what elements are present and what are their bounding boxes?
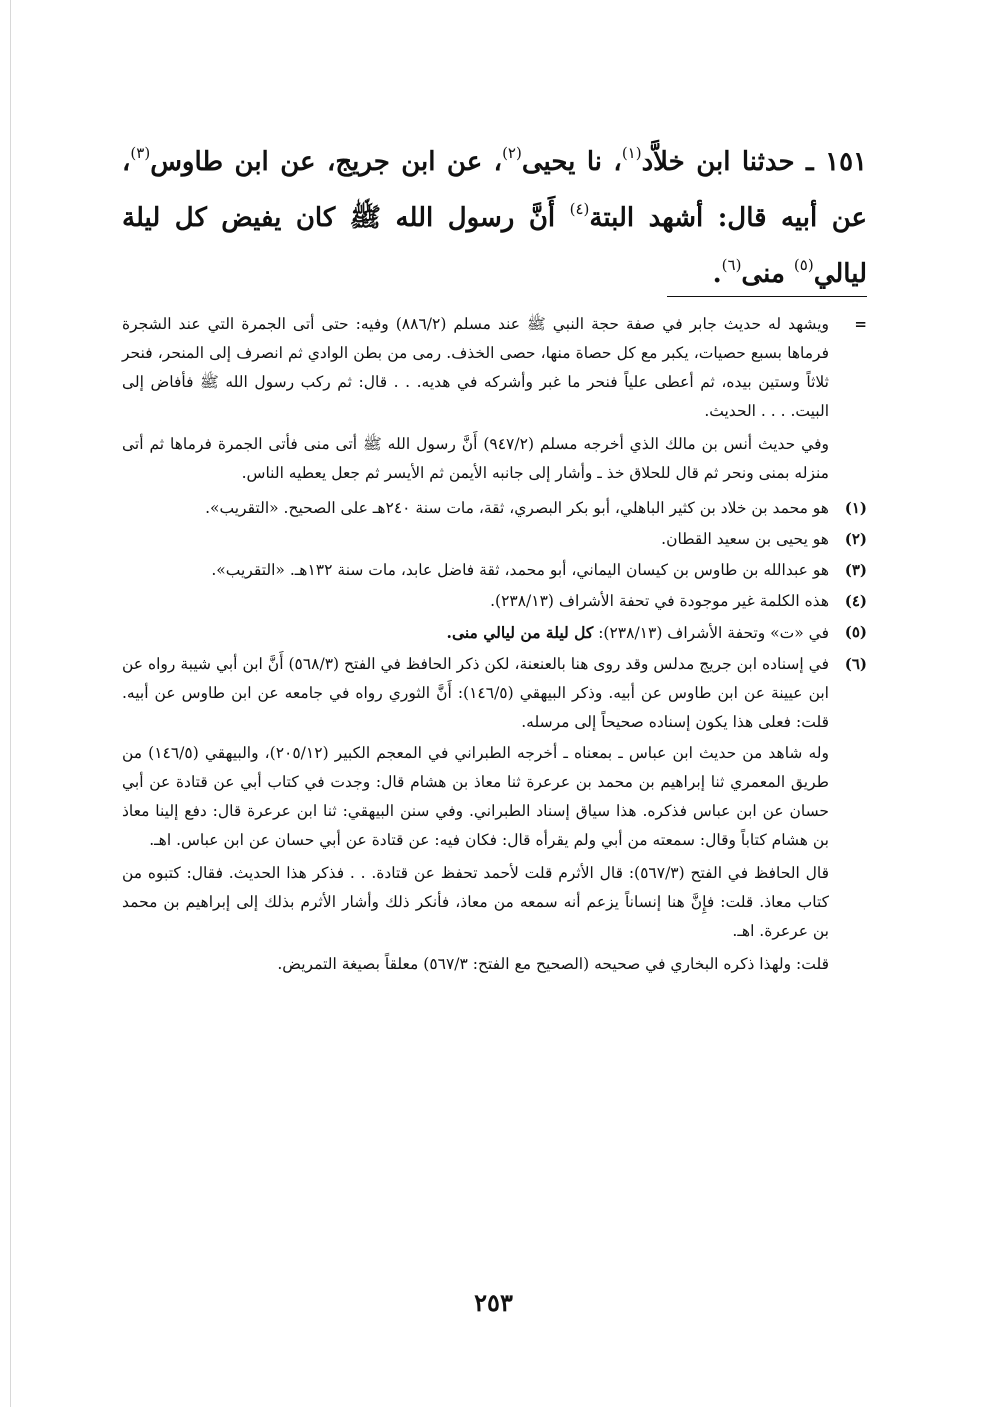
footnote-marker: (٤) [844, 592, 867, 610]
footnote-3 [122, 556, 867, 585]
footnote-paragraph: قلت: ولهذا ذكره البخاري في صحيحه (الصحيح مع الفتح: ٥٦٧/٣) معلقاً بصيغة التمريض. [277, 955, 829, 973]
main-text-part: منى [741, 259, 794, 289]
main-text-part: ١٥١ ـ حدثنا ابن خلاَّد [641, 147, 868, 177]
footnotes-section [122, 310, 867, 983]
footnote-text: هذه الكلمة غير موجودة في تحفة الأشراف (٢٣٨/١٣). [490, 592, 829, 610]
main-text-part: ، عن أبيه قال: أشهد البتة [122, 147, 868, 233]
footnote-paragraph: وفي حديث أنس بن مالك الذي أخرجه مسلم (٩٤٧/٢) أَنَّ رسول الله ﷺ أتى منى فأتى الجمرة فرماها ثم أتى منزله بمنى ونحر ثم قال للحلاق خذ ـ وأشار إلى جانبه الأيمن ثم الأيسر ثم جعل يعطيه الناس. [122, 435, 829, 482]
footnote-marker: = [854, 315, 867, 333]
main-text-part: ، عن ابن جريج، عن ابن طاوس [150, 147, 503, 177]
footnote-paragraph: وله شاهد من حديث ابن عباس ـ بمعناه ـ أخرجه الطبراني في المعجم الكبير (٢٠٥/١٢)، والبيهقي (١٤٦/٥) من طريق المعمري ثنا إبراهيم بن محمد بن عرعرة ثنا معاذ بن هشام قال: وجدت في كتاب أبي عن قتادة عن أبي حسان عن ابن عباس فذكره. هذا سياق إسناد الطبراني. وفي سنن البيهقي: ثنا ابن عرعرة قال: دفع إلينا معاذ بن هشام كتاباً وقال: سمعته من أبي ولم يقرأه قال: فكان فيه: عن قتادة عن أبي حسان عن ابن عباس. اهـ. [122, 744, 829, 849]
footnote-text-bold: كل ليلة من ليالي منى. [446, 623, 594, 642]
footnote-text [122, 618, 829, 648]
footnote-4 [122, 587, 867, 616]
footnote-ref: (٢) [502, 144, 522, 162]
footnote-ref: (٣) [130, 144, 151, 162]
footnote-ref: (١) [621, 144, 642, 162]
hadith-main-text [122, 134, 867, 302]
footnote-marker: (٦) [844, 655, 867, 673]
footnote-marker: (٥) [844, 623, 867, 641]
footnote-divider [667, 296, 867, 297]
footnote-paragraph: قال الحافظ في الفتح (٥٦٧/٣): قال الأثرم قلت لأحمد تحفظ عن قتادة. . . فذكر هذا الحديث. فقال: كتبوه من كتاب معاذ. قلت: فإِنَّ هنا إنساناً يزعم أنه سمعه من معاذ، فأنكر ذلك وأشار الأثرم بذلك إلى إبراهيم بن محمد بن عرعرة. اهـ. [122, 864, 829, 940]
footnote-6 [122, 650, 867, 737]
footnote-2 [122, 525, 867, 554]
footnote-continuation [122, 310, 867, 492]
footnote-text: هو محمد بن خلاد بن كثير الباهلي، أبو بكر البصري، ثقة، مات سنة ٢٤٠هـ على الصحيح. «التقريب». [205, 499, 829, 517]
main-text-part: أَنَّ رسول الله ﷺ كان يفيض كل ليلة ليالي [122, 203, 867, 289]
footnote-ref: (٤) [569, 200, 590, 218]
footnote-marker: (٣) [844, 561, 867, 579]
footnote-marker: (٢) [844, 530, 867, 548]
footnote-ref: (٥) [793, 256, 814, 274]
footnote-text: في إسناده ابن جريج مدلس وقد روى هنا بالعنعنة، لكن ذكر الحافظ في الفتح (٥٦٨/٣) أَنَّ ابن أبي شيبة رواه عن ابن عيينة عن ابن طاوس عن أبيه. وذكر البيهقي (١٤٦/٥): أَنَّ الثوري رواه في جامعه عن ابن طاوس عن أبيه. قلت: فعلى هذا يكون إسناده صحيحاً إلى مرسله. [122, 655, 829, 731]
footnote-paragraph: ويشهد له حديث جابر في صفة حجة النبي ﷺ عند مسلم (٨٨٦/٢) وفيه: حتى أتى الجمرة التي عند الشجرة فرماها بسبع حصيات، يكبر مع كل حصاة منها، حصى الخذف. رمى من بطن الوادي ثم انصرف إلى المنحر، فنحر ثلاثاً وستين بيده، ثم أعطى علياً فنحر ما غبر وأشركه في هديه. . . قال: ثم ركب رسول الله ﷺ فأفاض إلى البيت. . . . الحديث. [122, 315, 829, 420]
footnote-marker: (١) [844, 499, 867, 517]
page-number: ٢٥٣ [474, 1288, 513, 1317]
main-text-part: ، نا يحيى [521, 147, 622, 177]
main-text-part: . [712, 259, 722, 289]
footnote-5 [122, 618, 867, 648]
footnote-body [122, 310, 829, 492]
footnote-text-plain: في «ت» وتحفة الأشراف (٢٣٨/١٣): [593, 624, 829, 642]
scan-edge-line [10, 0, 11, 1407]
footnote-6-continuation [122, 739, 829, 979]
footnote-ref: (٦) [721, 256, 742, 274]
footnote-1 [122, 494, 867, 523]
footnote-text: هو عبدالله بن طاوس بن كيسان اليماني، أبو محمد، ثقة فاضل عابد، مات سنة ١٣٢هـ. «التقريب». [211, 561, 829, 579]
footnote-text: هو يحيى بن سعيد القطان. [661, 530, 829, 548]
